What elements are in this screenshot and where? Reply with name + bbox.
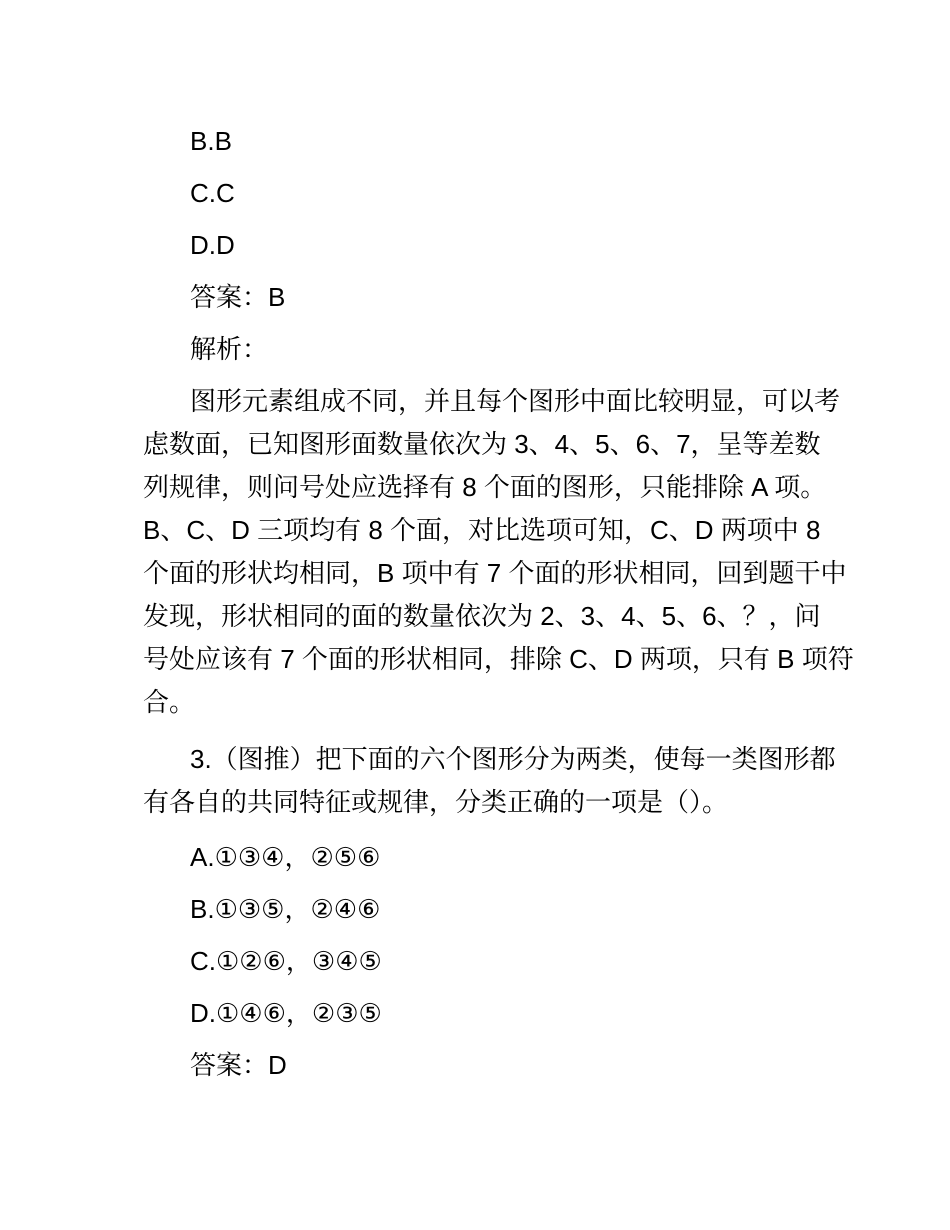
q3-option-a: A.①③④，②⑤⑥ <box>190 842 381 872</box>
q3-option-d: D.①④⑥，②③⑤ <box>190 998 382 1028</box>
analysis-line: 号处应该有 7 个面的形状相同，排除 C、D 两项，只有 B 项符 <box>143 644 854 674</box>
q2-answer: 答案：B <box>190 282 286 312</box>
analysis-line: B、C、D 三项均有 8 个面，对比选项可知，C、D 两项中 8 <box>143 515 821 545</box>
q3-stem-paragraph <box>143 738 836 824</box>
q3-option-c: C.①②⑥，③④⑤ <box>190 946 382 976</box>
q2-option-b: B.B <box>190 126 232 156</box>
q2-option-d: D.D <box>190 230 235 260</box>
stem-line: 有各自的共同特征或规律，分类正确的一项是（）。 <box>143 787 729 817</box>
analysis-line: 发现，形状相同的面的数量依次为 2、3、4、5、6、？，问 <box>143 601 821 631</box>
analysis-line: 个面的形状均相同，B 项中有 7 个面的形状相同，回到题干中 <box>143 558 847 588</box>
stem-line: 3.（图推）把下面的六个图形分为两类，使每一类图形都 <box>190 744 836 774</box>
q3-option-b: B.①③⑤，②④⑥ <box>190 894 381 924</box>
q2-analysis-label: 解析： <box>190 334 269 364</box>
analysis-line: 合。 <box>143 687 196 717</box>
q2-analysis-paragraph <box>143 380 854 724</box>
analysis-line: 图形元素组成不同，并且每个图形中面比较明显，可以考 <box>190 386 841 416</box>
analysis-line: 虑数面，已知图形面数量依次为 3、4、5、6、7，呈等差数 <box>143 429 821 459</box>
q2-option-c: C.C <box>190 178 235 208</box>
analysis-line: 列规律，则问号处应选择有 8 个面的图形，只能排除 A 项。 <box>143 472 827 502</box>
q3-answer: 答案：D <box>190 1050 287 1080</box>
